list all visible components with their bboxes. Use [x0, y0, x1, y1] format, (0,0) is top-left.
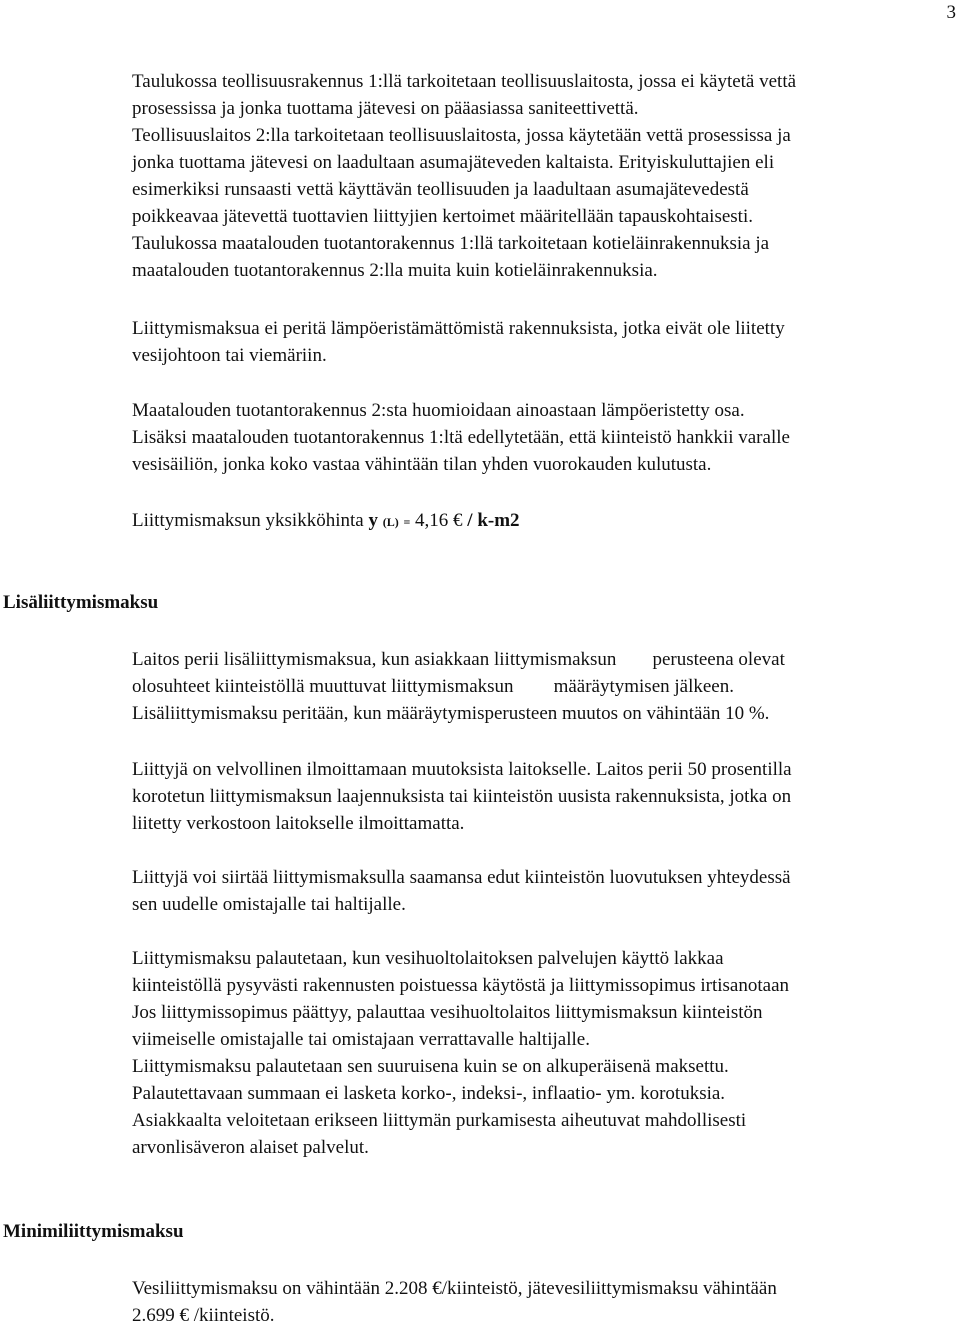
formula-value: 4,16 € — [415, 510, 463, 531]
text-line — [132, 646, 958, 673]
text-line: Taulukossa teollisuusrakennus 1:llä tarkoitetaan teollisuuslaitosta, jossa ei käytetä vettä — [132, 71, 797, 92]
text-fragment: perusteena olevat — [652, 649, 785, 670]
text-line: Liittymismaksua ei peritä lämpöeristämättömistä rakennuksista, jotka eivät ole liitetty — [132, 318, 785, 339]
text-line: liitetty verkostoon laitokselle ilmoittamatta. — [132, 813, 465, 834]
text-fragment: olosuhteet kiinteistöllä muuttuvat liittymismaksun — [132, 676, 514, 697]
intro-paragraph — [132, 68, 958, 284]
text-line: Liittymismaksu palautetaan, kun vesihuoltolaitoksen palvelujen käyttö lakkaa — [132, 948, 724, 969]
text-line: jonka tuottama jätevesi on laadultaan asumajäteveden kaltaista. Erityiskuluttajien eli — [132, 152, 775, 173]
text-line: Maatalouden tuotantorakennus 2:sta huomioidaan ainoastaan lämpöeristetty osa. — [132, 400, 745, 421]
text-line: viimeiselle omistajalle tai omistajaan verrattavalle haltijalle. — [132, 1029, 590, 1050]
text-line — [132, 673, 958, 700]
heading-lisaliittymismaksu: Lisäliittymismaksu — [3, 592, 159, 613]
text-line: vesisäiliön, jonka koko vastaa vähintään tilan yhden vuorokauden kulutusta. — [132, 454, 712, 475]
agriculture-paragraph — [132, 397, 958, 478]
text-line: poikkeavaa jätevettä tuottavien liittyjien kertoimet määritellään tapauskohtaisesti. — [132, 206, 753, 227]
text-line: Jos liittymissopimus päättyy, palauttaa vesihuoltolaitos liittymismaksun kiinteistön — [132, 1002, 763, 1023]
text-line: Lisäksi maatalouden tuotantorakennus 1:ltä edellytetään, että kiinteistö hankkii varalle — [132, 427, 790, 448]
text-line: esimerkiksi runsaasti vettä käyttävän teollisuuden ja laadultaan asumajätevedestä — [132, 179, 749, 200]
formula-label: Liittymismaksun yksikköhinta — [132, 510, 364, 531]
heating-paragraph — [132, 315, 958, 369]
text-line: sen uudelle omistajalle tai haltijalle. — [132, 894, 406, 915]
text-line: maatalouden tuotantorakennus 2:lla muita kuin kotieläinrakennuksia. — [132, 260, 658, 281]
text-fragment: , jätevesiliittymismaksu vähintään — [517, 1278, 777, 1299]
page-number: 3 — [946, 2, 956, 23]
text-fragment: Laitos perii lisäliittymismaksua, kun asiakkaan liittymismaksun — [132, 649, 617, 670]
formula-subscript: (L) — [382, 515, 399, 529]
minimum-fee-paragraph — [132, 1275, 958, 1329]
notification-paragraph — [132, 756, 958, 837]
unit-price-formula — [132, 510, 520, 532]
text-line: prosessissa ja jonka tuottama jätevesi on pääasiassa saniteettivettä. — [132, 98, 639, 119]
additional-fee-paragraph — [132, 646, 958, 727]
text-line: Liittyjä on velvollinen ilmoittamaan muutoksista laitokselle. Laitos perii 50 prosentilla — [132, 759, 792, 780]
text-line: Teollisuuslaitos 2:lla tarkoitetaan teollisuuslaitosta, jossa käytetään vettä prosessissa ja — [132, 125, 791, 146]
formula-slash: / — [462, 510, 478, 531]
formula-unit: k-m2 — [477, 510, 520, 531]
formula-symbol: y — [368, 510, 378, 531]
heading-minimiliittymismaksu: Minimiliittymismaksu — [3, 1221, 184, 1242]
text-line: kiinteistöllä pysyvästi rakennusten poistuessa käytöstä ja liittymissopimus irtisanotaan — [132, 975, 790, 996]
text-line — [132, 1275, 958, 1302]
text-line: vesijohtoon tai viemäriin. — [132, 345, 327, 366]
text-line: arvonlisäveron alaiset palvelut. — [132, 1137, 369, 1158]
refund-paragraph — [132, 945, 958, 1161]
text-line: Liittymismaksu palautetaan sen suuruisena kuin se on alkuperäisenä maksettu. — [132, 1056, 729, 1077]
formula-equals: = — [403, 515, 411, 529]
text-line: korotetun liittymismaksun laajennuksista tai kiinteistön uusista rakennuksista, jotka on — [132, 786, 792, 807]
text-line: Asiakkaalta veloitetaan erikseen liittymän purkamisesta aiheutuvat mahdollisesti — [132, 1110, 747, 1131]
text-line: Taulukossa maatalouden tuotantorakennus 1:llä tarkoitetaan kotieläinrakennuksia ja — [132, 233, 770, 254]
text-line: 2.699 € /kiinteistö. — [132, 1305, 275, 1326]
text-fragment: Vesiliittymismaksu on vähintään 2.208 — [132, 1278, 433, 1299]
transfer-paragraph — [132, 864, 958, 918]
text-line: Lisäliittymismaksu peritään, kun määräytymisperusteen muutos on vähintään 10 %. — [132, 703, 770, 724]
text-fragment: €/kiinteistö — [432, 1278, 518, 1299]
text-fragment: määräytymisen jälkeen. — [553, 676, 734, 697]
text-line: Palautettavaan summaan ei lasketa korko-, indeksi-, inflaatio- ym. korotuksia. — [132, 1083, 726, 1104]
text-line: Liittyjä voi siirtää liittymismaksulla saamansa edut kiinteistön luovutuksen yhteydessä — [132, 867, 791, 888]
